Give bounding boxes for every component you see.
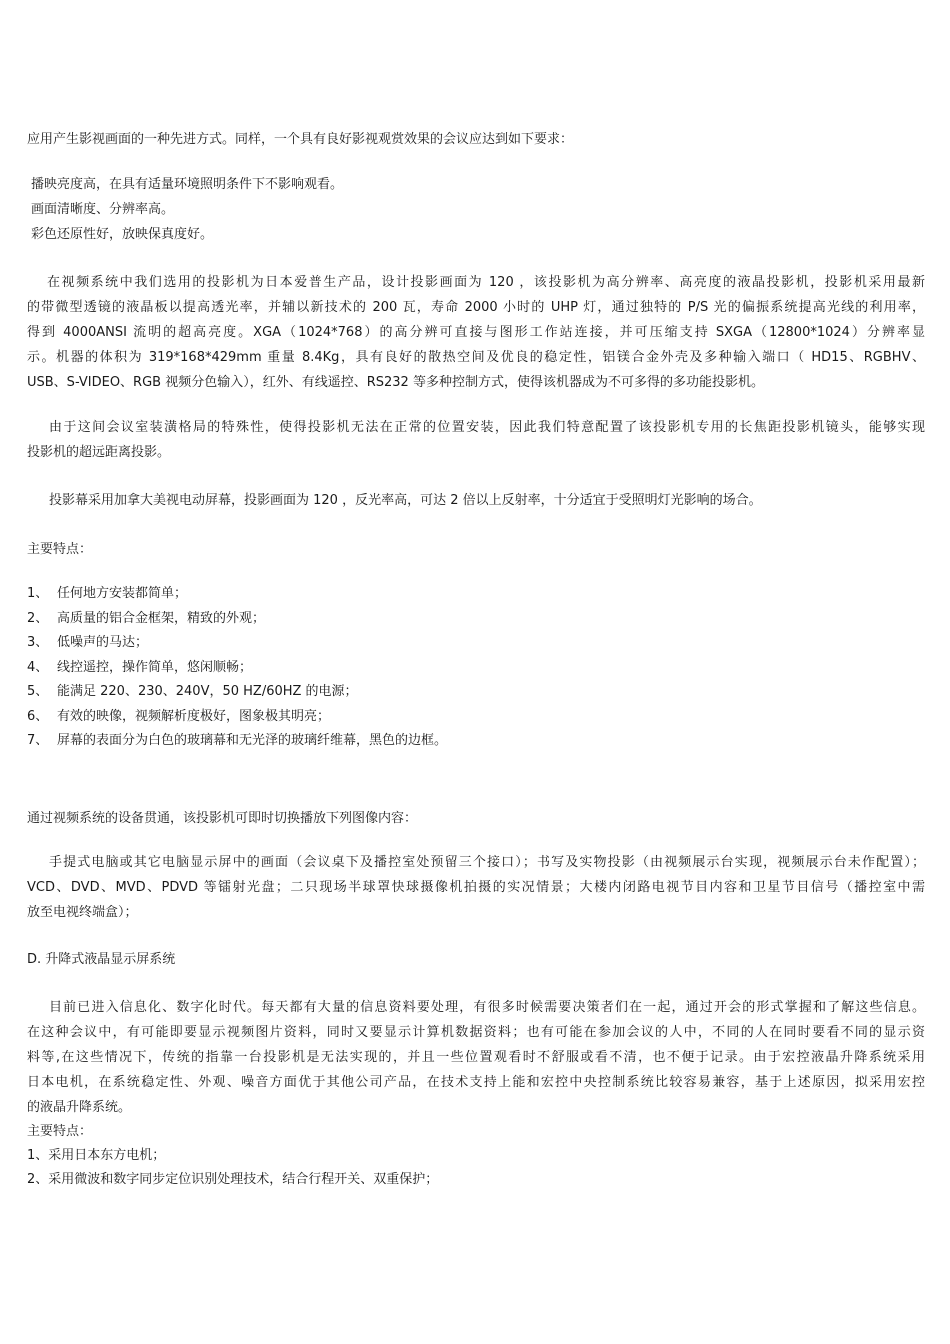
requirement-item: 画面清晰度、分辨率高。 [31, 202, 175, 217]
list-item: 1、 任何地方安装都简单； [27, 586, 188, 601]
lcd-paragraph: 目前已进入信息化、数字化时代。每天都有大量的信息资料要处理，有很多时候需要决策者们在一起，通过开会的形式掌握和了解这些信息。 在这种会议中，有可能即要显示视频图片资料，同时又要显示计算机数据资料；也有可能在参加会议的人中，不同的人在同时要看不同的显示资 料等,在这些情况下，传统的指靠一台投影机是无法实现的，并且一些位置观看时不舒服或看不清，也不便于记录。由于宏控液晶升降系统采用 日本电机，在系统稳定性、外观、噪音方面优于其他公司产品，在技术支持上能和宏控中央控制系统比较容易兼容，基于上述原因，拟采用宏控 的液晶升降系统。 [27, 1000, 925, 1115]
list-item: 6、 有效的映像，视频解析度极好，图象极其明亮； [27, 708, 331, 724]
video-intro: 通过视频系统的设备贯通，该投影机可即时切换播放下列图像内容： [27, 811, 418, 826]
projector-paragraph: 在视频系统中我们选用的投影机为日本爱普生产品，设计投影画面为 120 ，该投影机为高分辨率、高亮度的液晶投影机，投影机采用最新 的带微型透镜的液晶板以提高透光率，并辅以新技术的 200 瓦，寿命 2000 小时的 UHP 灯，通过独特的 P/S 光的偏振系统提高光线的利用率， 得到 4000ANSI 流明的超高亮度。XGA（1024*768）的高分辨可直接与图形工作站连接，并可压缩支持 SXGA（12800*1024）分辨率显 示。机器的体积为 319*168*429mm 重量 8.4Kg，具有良好的散热空间及优良的稳定性，铝镁合金外壳及多种输入端口（ HD15、RGBHV、 USB、S-VIDEO、RGB 视频分色输入），红外、有线遥控、RS232 等多种控制方式，使得该机器成为不可多得的多功能投影机。 [27, 275, 925, 390]
lcd-features [27, 1120, 925, 1192]
features-list [27, 582, 925, 754]
list-item: 2、采用微波和数字同步定位识别处理技术，结合行程开关、双重保护； [27, 1172, 439, 1187]
list-item: 7、 屏幕的表面分为白色的玻璃幕和无光泽的玻璃纤维幕，黑色的边框。 [27, 733, 448, 748]
list-item: 4、 线控遥控，操作简单，悠闲顺畅； [27, 659, 253, 675]
list-item: 3、 低噪声的马达； [27, 635, 149, 650]
list-item: 1、采用日本东方电机； [27, 1148, 166, 1163]
lcd-features-heading: 主要特点： [27, 1124, 93, 1139]
requirement-item: 彩色还原性好，放映保真度好。 [31, 227, 214, 242]
screen-paragraph: 投影幕采用加拿大美视电动屏幕，投影画面为 120 ，反光率高，可达 2 倍以上反射率，十分适宜于受照明灯光影响的场合。 [49, 493, 762, 508]
video-sources-paragraph: 手提式电脑或其它电脑显示屏中的画面（会议桌下及播控室处预留三个接口）；书写及实物投影（由视频展示台实现，视频展示台未作配置）； VCD、DVD、MVD、PDVD 等镭射光盘；二只现场半球罩快球摄像机拍摄的实况情景；大楼内闭路电视节目内容和卫星节目信号（播控室中需 放至电视终端盒）； [27, 855, 925, 920]
lens-paragraph: 由于这间会议室装潢格局的特殊性，使得投影机无法在正常的位置安装，因此我们特意配置了该投影机专用的长焦距投影机镜头，能够实现 投影机的超远距离投影。 [27, 420, 925, 460]
requirement-item: 播映亮度高，在具有适量环境照明条件下不影响观看。 [31, 177, 344, 192]
list-item: 5、 能满足 220、230、240V，50 HZ/60HZ 的电源； [27, 684, 358, 699]
requirements-list [31, 172, 929, 247]
section-d-heading: D. 升降式液晶显示屏系统 [27, 952, 176, 967]
list-item: 2、 高质量的铝合金框架，精致的外观； [27, 610, 266, 626]
features-heading: 主要特点： [27, 542, 93, 557]
intro-line: 应用产生影视画面的一种先进方式。同样，一个具有良好影视观赏效果的会议应达到如下要求： [27, 132, 574, 147]
